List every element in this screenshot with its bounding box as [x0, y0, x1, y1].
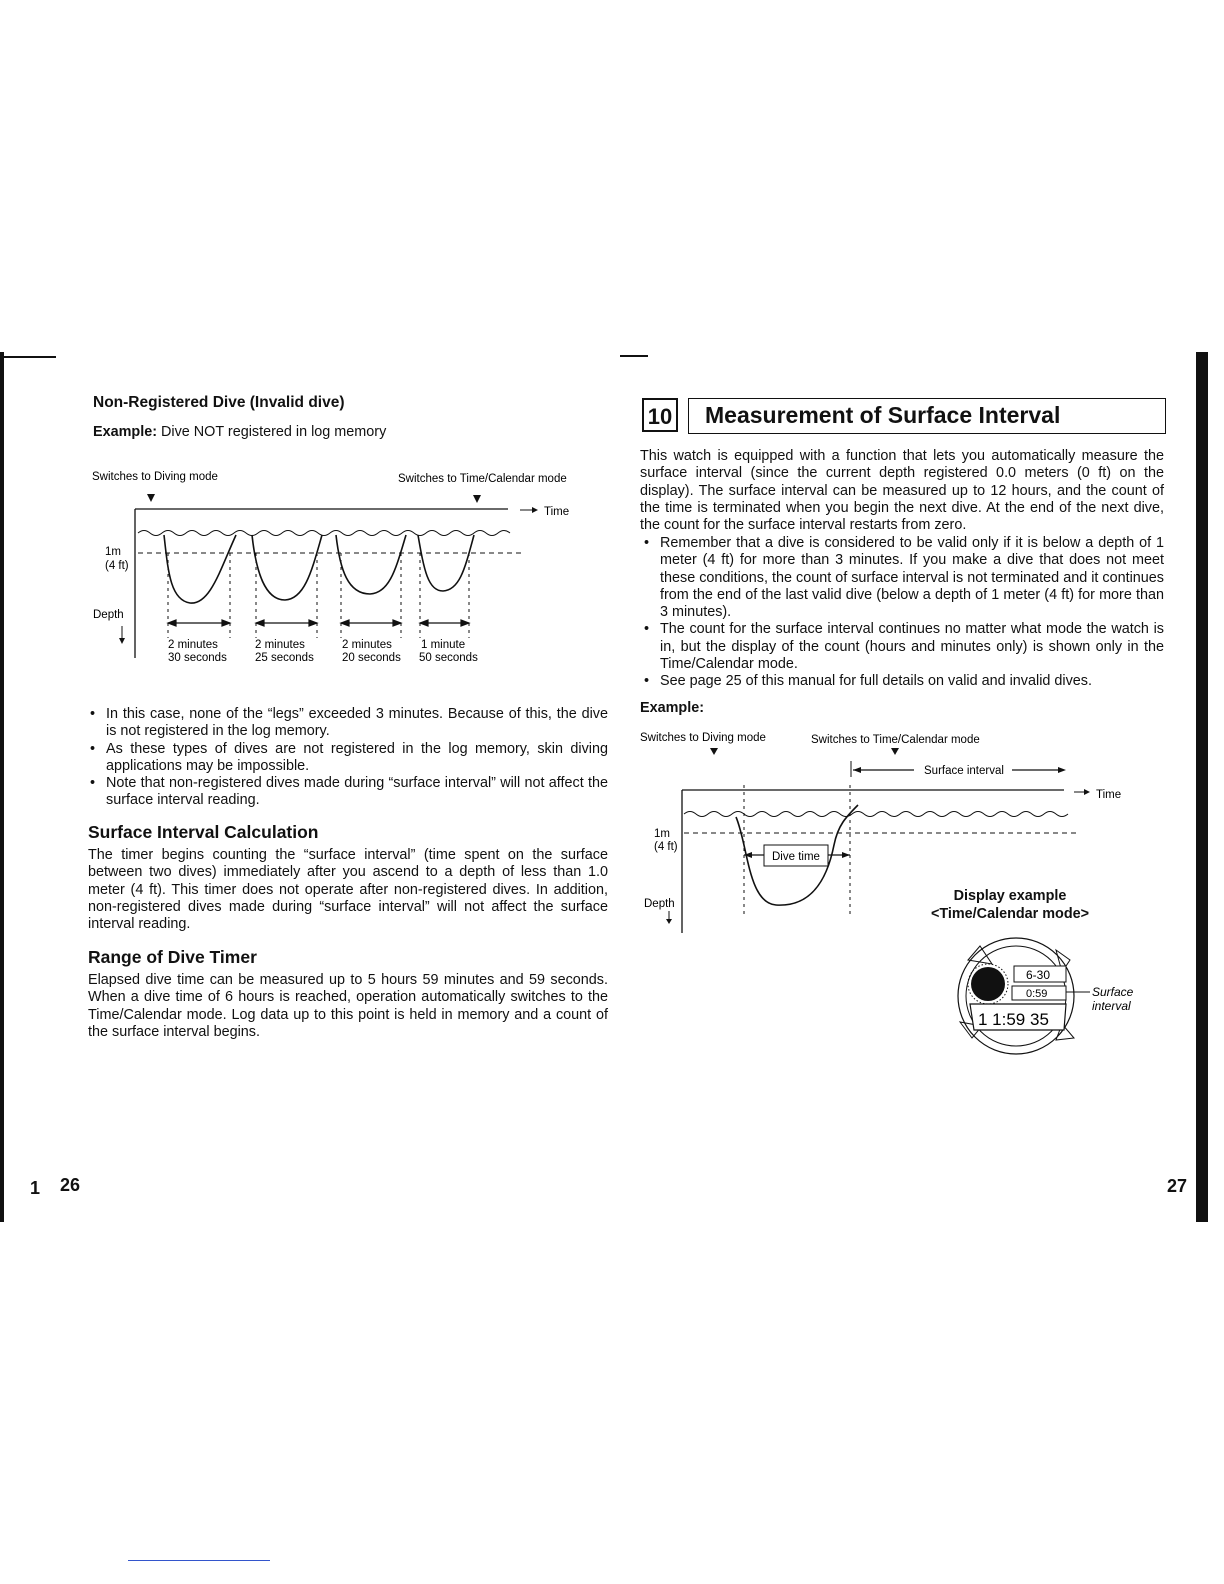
interval-2-line2: 25 seconds: [255, 652, 314, 664]
diving-mode-arrow-icon: [710, 748, 718, 755]
right-binding-edge: [1196, 352, 1208, 1222]
invalid-dive-bullets: [86, 706, 608, 810]
example-label: Example:: [93, 424, 157, 440]
time-mode-arrow-icon: [473, 495, 481, 503]
depth-arrow-icon: [119, 638, 125, 644]
page-number-left: 26: [60, 1175, 81, 1195]
switch-diving-label: Switches to Diving mode: [640, 732, 766, 744]
surface-interval-bullets: [640, 535, 1164, 691]
depth-4ft-label: (4 ft): [654, 841, 678, 853]
interval-1-line2: 30 seconds: [168, 652, 227, 664]
example-label-right: Example:: [640, 700, 704, 716]
example-line: [93, 424, 386, 440]
time-label: Time: [544, 506, 570, 518]
surface-interval-arrowhead-left: [853, 767, 861, 773]
interval-4-line2: 50 seconds: [419, 652, 478, 664]
bullet-item: • As these types of dives are not registered in the log memory, skin diving applications may be impossible.: [86, 741, 608, 776]
surface-interval-arrowhead-right: [1058, 767, 1066, 773]
interval-arrows: [168, 620, 469, 626]
left-binding-edge: [0, 352, 4, 1222]
chapter-number-box: 10: [642, 398, 678, 432]
depth-arrow-icon: [666, 919, 672, 924]
top-rule-middle: [620, 355, 648, 357]
watch-compass-dial: [971, 967, 1005, 1001]
dive-profile-4: [418, 535, 474, 591]
time-mode-arrow-icon: [891, 748, 899, 755]
dive-time-label: Dive time: [772, 851, 820, 863]
display-example-line1: Display example: [953, 888, 1067, 904]
bullet-item: • Note that non-registered dives made during “surface interval” will not affect the surface interval reading.: [86, 775, 608, 810]
depth-label: Depth: [644, 898, 675, 910]
water-surface-wave: [684, 812, 1068, 817]
dive-time-arrowhead-right: [842, 852, 850, 858]
depth-4ft-label: (4 ft): [105, 560, 129, 572]
dive-profile-3: [336, 535, 406, 594]
switch-time-label: Switches to Time/Calendar mode: [398, 473, 567, 485]
top-rule-left: [0, 356, 56, 358]
watch-callout-line1: Surface: [1092, 985, 1134, 999]
switch-diving-label: Switches to Diving mode: [92, 471, 218, 483]
dive-profile-1: [164, 535, 236, 603]
chapter-title: Measurement of Surface Interval: [688, 398, 1166, 434]
diving-mode-arrow-icon: [147, 494, 155, 502]
corner-mark: 1: [30, 1178, 41, 1198]
depth-label: Depth: [93, 609, 124, 621]
watch-callout-line2: interval: [1092, 999, 1131, 1013]
time-arrow-icon: [1084, 789, 1090, 795]
switch-time-label: Switches to Time/Calendar mode: [811, 734, 980, 746]
range-of-dive-timer-text: Elapsed dive time can be measured up to 5 hours 59 minutes and 59 seconds. When a dive time of 6 hours is reached, operation automatically switches to the Time/Calendar mode. Log data up to this point is held in memory and a count of the surface interval begins.: [88, 972, 608, 1040]
interval-3-line1: 2 minutes: [342, 639, 392, 651]
bullet-item: • Remember that a dive is considered to be valid only if it is below a depth of 1 meter (4 ft) for more than 3 minutes. If you make a dive that does not meet these conditions, the count of surface interval is not terminated and it continues from the end of the last valid dive (below a depth of 1 meter (4 ft) for more than 3 minutes).: [640, 535, 1164, 621]
surface-interval-calc-title: Surface Interval Calculation: [88, 822, 319, 842]
bullet-item: • See page 25 of this manual for full details on valid and invalid dives.: [640, 673, 1164, 690]
invalid-dive-diagram: [80, 460, 600, 680]
range-of-dive-timer-title: Range of Dive Timer: [88, 947, 257, 967]
bottom-link-underline: [128, 1560, 270, 1561]
time-label: Time: [1096, 789, 1122, 801]
interval-1-line1: 2 minutes: [168, 639, 218, 651]
page-number-right: 27: [1167, 1176, 1188, 1196]
non-registered-dive-heading: Non-Registered Dive (Invalid dive): [93, 394, 345, 411]
display-example-line2: <Time/Calendar mode>: [930, 906, 1090, 922]
example-text: Dive NOT registered in log memory: [157, 424, 387, 440]
watch-display-illustration: [946, 930, 1146, 1060]
bullet-item: • In this case, none of the “legs” exceeded 3 minutes. Because of this, the dive is not registered in the log memory.: [86, 706, 608, 741]
watch-main-readout: 1 1:59 35: [978, 1010, 1049, 1029]
watch-middle-readout: 0:59: [1026, 988, 1048, 1000]
watch-top-readout: 6-30: [1026, 968, 1051, 982]
time-arrow-icon: [532, 507, 538, 513]
surface-interval-label: Surface interval: [924, 765, 1004, 777]
dive-profile-2: [252, 535, 322, 600]
depth-1m-label: 1m: [105, 546, 121, 558]
interval-3-line2: 20 seconds: [342, 652, 401, 664]
surface-interval-intro: This watch is equipped with a function that lets you automatically measure the surface interval (since the current depth registered 0.0 meters (0 ft) on the display). The surface interval can be measured up to 12 hours, and the count of the time is terminated when you begin the next dive. At the end of the next dive, the count for the surface interval restarts from zero.: [640, 448, 1164, 534]
bullet-item: • The count for the surface interval continues no matter what mode the watch is in, but the display of the count (hours and minutes only) is shown only in the Time/Calendar mode.: [640, 621, 1164, 673]
surface-interval-calc-text: The timer begins counting the “surface interval” (time spent on the surface between two dives) immediately after you ascend to a depth of less than 1.0 meter (4 ft). This timer does not operate after non-registered dives. In addition, non-registered dives made during “surface interval” will not affect the surface interval reading.: [88, 847, 608, 933]
depth-1m-label: 1m: [654, 828, 670, 840]
display-example-caption: [900, 887, 1120, 923]
interval-2-line1: 2 minutes: [255, 639, 305, 651]
water-surface-wave: [138, 531, 510, 536]
interval-4-line1: 1 minute: [421, 639, 466, 651]
